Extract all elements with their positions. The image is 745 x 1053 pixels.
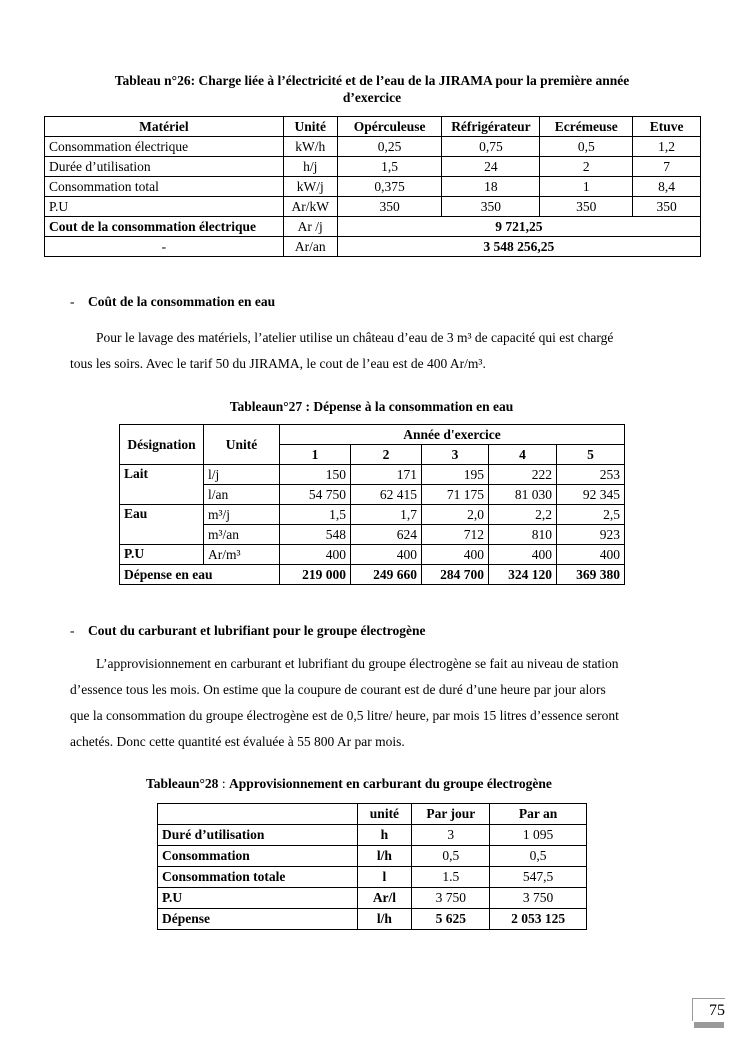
column-header: Réfrigérateur <box>442 117 540 137</box>
table-row <box>158 825 587 846</box>
bullet-dash: - <box>70 294 75 309</box>
table-row <box>45 137 701 157</box>
table-cell: 548 <box>280 525 351 545</box>
table-cell: 2,2 <box>489 505 557 525</box>
total-label: Dépense en eau <box>120 565 280 585</box>
table-cell: 0,5 <box>412 846 490 867</box>
table-row <box>158 909 587 930</box>
table27-caption: Tableaun°27 : Dépense à la consommation en eau <box>229 399 514 414</box>
table-row <box>158 867 587 888</box>
caption-line: d’exercice <box>342 90 402 105</box>
table-cell: 150 <box>280 465 351 485</box>
table-cell: h/j <box>283 157 337 177</box>
table-28-fuel <box>157 803 587 930</box>
unit-cell: Ar /j <box>283 217 337 237</box>
total-row <box>120 565 625 585</box>
table-row <box>120 545 625 565</box>
unit-cell: l/h <box>357 846 412 867</box>
total-cell: 284 700 <box>422 565 489 585</box>
column-header: Unité <box>283 117 337 137</box>
paragraph-line: d’essence tous les mois. On estime que la coupure de courant est de duré d’une heure par jour alors <box>70 682 606 697</box>
column-header: Par an <box>490 804 587 825</box>
table-cell: 400 <box>422 545 489 565</box>
table-cell: 54 750 <box>280 485 351 505</box>
table-cell: 1,2 <box>633 137 701 157</box>
table-cell: 0,5 <box>540 137 633 157</box>
paragraph-fuel <box>70 651 673 755</box>
cost-label-dash: - <box>45 237 284 257</box>
unit-cell: l <box>357 867 412 888</box>
table-cell: 400 <box>489 545 557 565</box>
unit-cell: Ar/l <box>357 888 412 909</box>
table-cell: 222 <box>489 465 557 485</box>
table-row <box>120 465 625 485</box>
table-cell: 1,5 <box>280 505 351 525</box>
table-cell: 1,7 <box>351 505 422 525</box>
table-cell: 8,4 <box>633 177 701 197</box>
table-cell: 810 <box>489 525 557 545</box>
table-cell: 350 <box>442 197 540 217</box>
table-cell: 81 030 <box>489 485 557 505</box>
unit-cell: m³/an <box>204 525 280 545</box>
table-cell: 624 <box>351 525 422 545</box>
row-label: P.U <box>120 545 204 565</box>
year-header: 4 <box>489 445 557 465</box>
heading-text: Cout du carburant et lubrifiant pour le groupe électrogène <box>88 623 426 638</box>
unit-cell: m³/j <box>204 505 280 525</box>
table-cell: 2 053 125 <box>490 909 587 930</box>
cost-label: Cout de la consommation électrique <box>45 217 284 237</box>
table28-caption <box>146 776 606 792</box>
table-row <box>45 157 701 177</box>
total-cell: 219 000 <box>280 565 351 585</box>
column-header: unité <box>357 804 412 825</box>
table-cell: 0,25 <box>337 137 442 157</box>
table-cell: 92 345 <box>557 485 625 505</box>
unit-cell: Ar/an <box>283 237 337 257</box>
table-cell: 1.5 <box>412 867 490 888</box>
paragraph-line: L’approvisionnement en carburant et lubrifiant du groupe électrogène se fait au niveau de station <box>96 656 619 671</box>
year-header: 3 <box>422 445 489 465</box>
table-cell: kW/h <box>283 137 337 157</box>
total-cell: 249 660 <box>351 565 422 585</box>
unit-cell: l/an <box>204 485 280 505</box>
table26-caption <box>44 72 700 106</box>
table-cell: 0,5 <box>490 846 587 867</box>
column-header: Opérculeuse <box>337 117 442 137</box>
column-header: Année d'exercice <box>280 425 625 445</box>
table-row <box>158 888 587 909</box>
row-label: Duré d’utilisation <box>158 825 358 846</box>
table-26-electricity <box>44 116 701 257</box>
paragraph-line: tous les soirs. Avec le tarif 50 du JIRAMA, le cout de l’eau est de 400 Ar/m³. <box>70 356 486 371</box>
table-row <box>45 197 701 217</box>
table-header-row <box>158 804 587 825</box>
table-header-row <box>120 425 625 445</box>
table-cell: 2 <box>540 157 633 177</box>
table-cell: 3 <box>412 825 490 846</box>
paragraph-water <box>70 325 673 377</box>
row-label: Consommation totale <box>158 867 358 888</box>
paragraph-line: Pour le lavage des matériels, l’atelier utilise un château d’eau de 3 m³ de capacité qui est chargé <box>96 330 614 345</box>
column-header: Matériel <box>45 117 284 137</box>
table-cell: 195 <box>422 465 489 485</box>
table-cell: 923 <box>557 525 625 545</box>
table-cell: 171 <box>351 465 422 485</box>
table-cell: 18 <box>442 177 540 197</box>
unit-cell: l/h <box>357 909 412 930</box>
table-cell: 5 625 <box>412 909 490 930</box>
column-header: Par jour <box>412 804 490 825</box>
table-cell: 0,375 <box>337 177 442 197</box>
table-cell: 350 <box>540 197 633 217</box>
unit-cell: l/j <box>204 465 280 485</box>
row-label: Lait <box>120 465 204 505</box>
row-label: Eau <box>120 505 204 545</box>
table-cell: 400 <box>557 545 625 565</box>
total-cell: 369 380 <box>557 565 625 585</box>
table-cell: 253 <box>557 465 625 485</box>
table-cell: 400 <box>351 545 422 565</box>
column-header: Unité <box>204 425 280 465</box>
total-cell: 324 120 <box>489 565 557 585</box>
table-cell: 62 415 <box>351 485 422 505</box>
caption-line: Tableau n°26: Charge liée à l’électricité et de l’eau de la JIRAMA pour la première année <box>114 73 630 88</box>
year-header: 5 <box>557 445 625 465</box>
row-label: P.U <box>45 197 284 217</box>
paragraph-line: achetés. Donc cette quantité est évaluée à 55 800 Ar par mois. <box>70 734 405 749</box>
row-label: P.U <box>158 888 358 909</box>
row-label: Consommation <box>158 846 358 867</box>
cost-row-year <box>45 237 701 257</box>
unit-cell: Ar/m³ <box>204 545 280 565</box>
table-cell: 0,75 <box>442 137 540 157</box>
table-header-row <box>45 117 701 137</box>
table-cell: 400 <box>280 545 351 565</box>
table-cell: 1 095 <box>490 825 587 846</box>
table-cell: 1,5 <box>337 157 442 177</box>
table-cell: 3 750 <box>490 888 587 909</box>
row-label: Consommation total <box>45 177 284 197</box>
bullet-dash: - <box>70 623 75 638</box>
table-cell: 547,5 <box>490 867 587 888</box>
unit-cell: h <box>357 825 412 846</box>
year-header: 1 <box>280 445 351 465</box>
table-cell: kW/j <box>283 177 337 197</box>
paragraph-line: que la consommation du groupe électrogène est de 0,5 litre/ heure, par mois 15 litres d’essence seront <box>70 708 619 723</box>
table-cell: 24 <box>442 157 540 177</box>
table-cell: Ar/kW <box>283 197 337 217</box>
table-cell: 350 <box>633 197 701 217</box>
row-label: Consommation électrique <box>45 137 284 157</box>
column-header <box>158 804 358 825</box>
table-cell: 71 175 <box>422 485 489 505</box>
table-row <box>158 846 587 867</box>
cost-row-day <box>45 217 701 237</box>
column-header: Ecrémeuse <box>540 117 633 137</box>
caption-title: Approvisionnement en carburant du groupe électrogène <box>228 776 552 791</box>
table-cell: 1 <box>540 177 633 197</box>
caption-sep: : <box>218 776 229 791</box>
caption-number: Tableaun°28 <box>146 776 219 791</box>
table-cell: 2,5 <box>557 505 625 525</box>
table-cell: 7 <box>633 157 701 177</box>
table-27-water <box>119 424 625 585</box>
row-label: Dépense <box>158 909 358 930</box>
section-heading-fuel <box>70 623 426 639</box>
table-cell: 3 750 <box>412 888 490 909</box>
row-label: Durée d’utilisation <box>45 157 284 177</box>
table-row <box>120 505 625 525</box>
column-header: Etuve <box>633 117 701 137</box>
table-cell: 712 <box>422 525 489 545</box>
heading-text: Coût de la consommation en eau <box>88 294 276 309</box>
cost-year-value: 3 548 256,25 <box>337 237 700 257</box>
section-heading-water <box>70 294 275 310</box>
table-cell: 350 <box>337 197 442 217</box>
table-cell: 2,0 <box>422 505 489 525</box>
year-header: 2 <box>351 445 422 465</box>
cost-day-value: 9 721,25 <box>337 217 700 237</box>
page-number: 75 <box>692 998 725 1021</box>
table-row <box>45 177 701 197</box>
column-header: Désignation <box>120 425 204 465</box>
page-number-bar <box>694 1022 724 1028</box>
